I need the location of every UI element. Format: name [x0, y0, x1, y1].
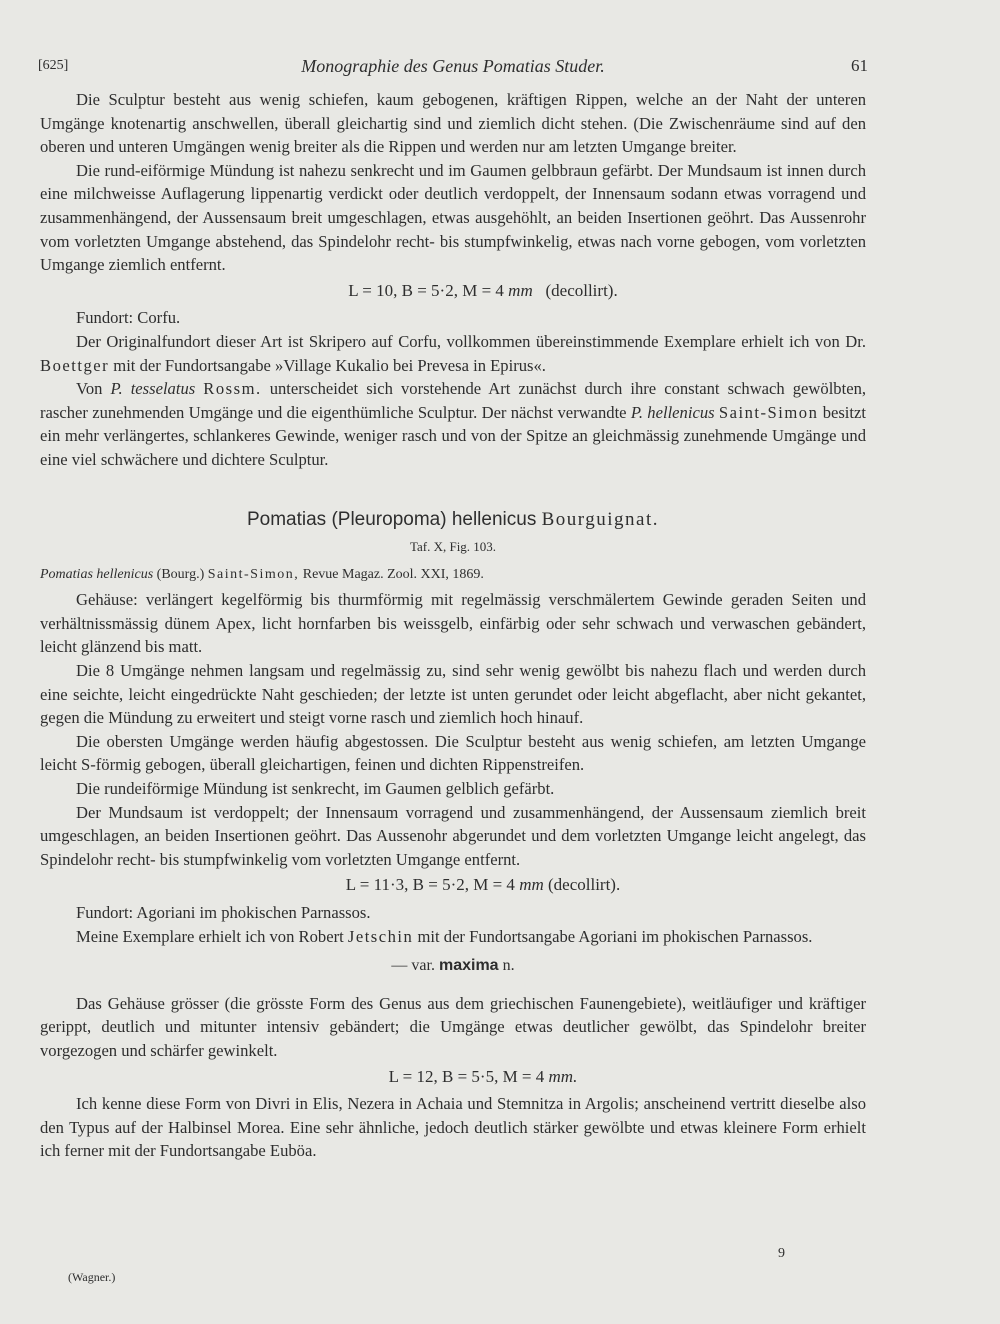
paragraph-mundsaum: Der Mundsaum ist verdoppelt; der Innensaum vorragend und zusammenhängend, der Aussensaum ziemlich breit umgeschlagen, an beiden Insertionen geöhrt. Das Aussenohr abgerundet und dem vorletzten Umgange leicht angelegt, das Spindelohr recht- bis stumpfwinkelig vom vorletzten Umgange entfernt. [40, 802, 866, 869]
plate-reference: Taf. X, Fig. 103. [409, 539, 497, 555]
footer-author: (Wagner.) [68, 1270, 116, 1284]
species-name: P. tesselatus [110, 379, 196, 399]
section-heading: Pomatias (Pleuropoma) hellenicus Bourguignat. [246, 508, 660, 530]
person-name: Boettger [40, 355, 110, 375]
measurement-formula: L = 10, B = 5·2, M = 4 mm (decollirt). [348, 280, 618, 300]
paragraph-muendung: Die rund-eiförmige Mündung ist nahezu senkrecht und im Gaumen gelbbraun gefärbt. Der Mundsaum ist innen durch eine milchweisse Auflagerung lippenartig verdickt oder deutlich verdoppelt, der Innensaum sodann etwas vorragend und zusammenhängend, der Aussensaum breit umgeschlagen, etwas ausgehöhlt, an beiden Insertionen geöhrt. Das Aussenrohr vom vorletzten Umgange abstehend, das Spindelohr recht- bis stumpfwinkelig, etwas nach vorne gebogen, vom vorletzten Umgange ziemlich entfernt. [40, 160, 866, 275]
signature-mark: 9 [778, 1246, 785, 1261]
page-header [38, 56, 868, 80]
paragraph-variety-description: Das Gehäuse grösser (die grösste Form des Genus aus dem griechischen Faunengebiete), weitläufiger und kräftiger gerippt, deutlich und mitunter intensiv gebändert; die Umgänge etwas deutlicher gewölbt, das Spindelohr breiter vorgezogen und schärfer gewinkelt. [40, 993, 866, 1060]
page-bracket-number: [625] [38, 58, 69, 73]
measurement-formula: L = 11·3, B = 5·2, M = 4 mm (decollirt). [345, 875, 621, 895]
paragraph-originalfundort: Der Originalfundort dieser Art ist Skripero auf Corfu, vollkommen übereinstimmende Exemplare erhielt ich von Dr. Boettger mit der Fundortsangabe »Village Kukalio bei Prevesa in Epirus«. [40, 331, 866, 375]
paragraph-sculptur: Die obersten Umgänge werden häufig abgestossen. Die Sculptur besteht aus wenig schiefen, am letzten Umgange leicht S-förmig gebogen, überall gleichartigen, feinen und dichten Rippenstreifen. [40, 731, 866, 775]
paragraph-exemplare: Meine Exemplare erhielt ich von Robert Jetschin mit der Fundortsangabe Agoriani im phokischen Parnassos. [76, 926, 813, 946]
main-text [40, 88, 866, 1163]
paragraph-comparison: Von P. tesselatus Rossm. unterscheidet sich vorstehende Art zunächst durch ihre constant schwach gewölbten, rascher zunehmenden Umgänge und die eigenthümliche Sculptur. Der nächst verwandte P. hellenicus Saint-Simon besitzt ein mehr verlängertes, schlankeres Gewinde, weniger rasch und von der Spitze an gleichmässig zunehmende Umgänge und eine viel schwächere und dichtere Sculptur. [40, 379, 867, 469]
running-title: Monographie des Genus Pomatias Studer. [301, 56, 605, 76]
page-number: 61 [851, 56, 868, 75]
paragraph-muendung: Die rundeiförmige Mündung ist senkrecht, im Gaumen gelblich gefärbt. [76, 779, 555, 799]
species-name: P. hellenicus [630, 402, 715, 422]
paragraph-variety-range: Ich kenne diese Form von Divri in Elis, Nezera in Achaia und Stemnitza in Argolis; anscheinend vertritt dieselbe also den Typus auf der Halbinsel Morea. Eine sehr ähnliche, jedoch deutlich stärker gewölbte und etwas kleinere Form erhielt ich ferner mit der Fundortsangabe Euböa. [40, 1094, 866, 1161]
paragraph-fundort: Fundort: Corfu. [76, 308, 181, 328]
person-name: Jetschin [347, 926, 414, 946]
paragraph-umgaenge: Die 8 Umgänge nehmen langsam und regelmässig zu, sind sehr wenig gewölbt bis nahezu flach und werden durch eine seichte, leicht eingedrückte Naht geschieden; der letzte ist unten gerundet oder leicht abgeflacht, aber nicht gekantet, gegen die Mündung zu erweitert und steigt vorne rasch und ziemlich hoch hinauf. [40, 661, 866, 728]
variety-heading: — var. maxima n. [391, 957, 515, 975]
measurement-formula: L = 12, B = 5·5, M = 4 mm. [388, 1066, 578, 1086]
literature-citation: Pomatias hellenicus (Bourg.) Saint-Simon, Revue Magaz. Zool. XXI, 1869. [40, 566, 484, 582]
paragraph-fundort: Fundort: Agoriani im phokischen Parnassos. [76, 903, 371, 922]
paragraph-gehaeuse: Gehäuse: verlängert kegelförmig bis thurmförmig mit regelmässig verschmälertem Gewinde geraden Seiten und verhältnissmässig dünem Apex, licht hornfarben bis weissgelb, einfärbig oder sehr schwach und verwaschen gebändert, leicht glänzend bis matt. [40, 590, 866, 657]
paragraph-sculptur: Die Sculptur besteht aus wenig schiefen, kaum gebogenen, kräftigen Rippen, welche an der Naht der unteren Umgänge knotenartig anschwellen, überall gleichartig sind und ziemlich dicht stehen. (Die Zwischenräume sind auf den oberen und unteren Umgängen wenig breiter als die Rippen und werden nur am letzten Umgange breiter. [40, 90, 866, 157]
